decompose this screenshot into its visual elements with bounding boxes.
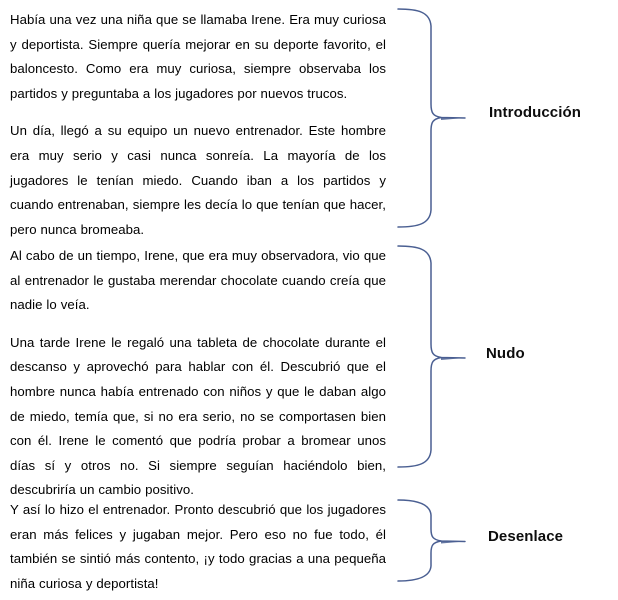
section-label-desenlace: Desenlace (488, 528, 564, 545)
section-label-introduccion: Introducción (489, 104, 582, 121)
curly-brace-nudo (398, 246, 465, 467)
paragraph: Había una vez una niña que se llamaba Irene. Era muy curiosa y deportista. Siempre quería mejorar en su deporte favorito, el baloncesto. Como era muy curiosa, siempre observaba los partidos y preguntaba a los jugadores por nuevos trucos. (10, 12, 386, 101)
curly-brace-desenlace (398, 500, 465, 581)
paragraph: Al cabo de un tiempo, Irene, que era muy observadora, vio que al entrenador le gustaba merendar chocolate cuando creía que nadie lo veía. (10, 248, 386, 313)
section-label-nudo: Nudo (486, 345, 525, 362)
section-block-desenlace (10, 498, 386, 596)
section-block-nudo (10, 244, 386, 503)
paragraph: Un día, llegó a su equipo un nuevo entrenador. Este hombre era muy serio y casi nunca sonreía. La mayoría de los jugadores le tenían miedo. Cuando iban a los partidos y cuando entrenaban, siempre les decía lo que tenían que hacer, pero nunca bromeaba. (10, 123, 386, 237)
paragraph: Y así lo hizo el entrenador. Pronto descubrió que los jugadores eran más felices y jugaban mejor. Pero eso no fue todo, él también se sintió más contento, ¡y todo gracias a una pequeña niña curiosa y deportista! (10, 502, 386, 591)
paragraph: Una tarde Irene le regaló una tableta de chocolate durante el descanso y aprovechó para hablar con él. Descubrió que el hombre nunca había entrenado con niños y que le daban algo de miedo, temía que, si no era serio, no se comportasen bien con él. Irene le comentó que podría probar a bromear unos días sí y otros no. Si siempre seguían haciéndolo bien, descubriría un cambio positivo. (10, 334, 386, 498)
curly-brace-introduccion (398, 9, 465, 227)
section-block-introduccion (10, 8, 386, 242)
